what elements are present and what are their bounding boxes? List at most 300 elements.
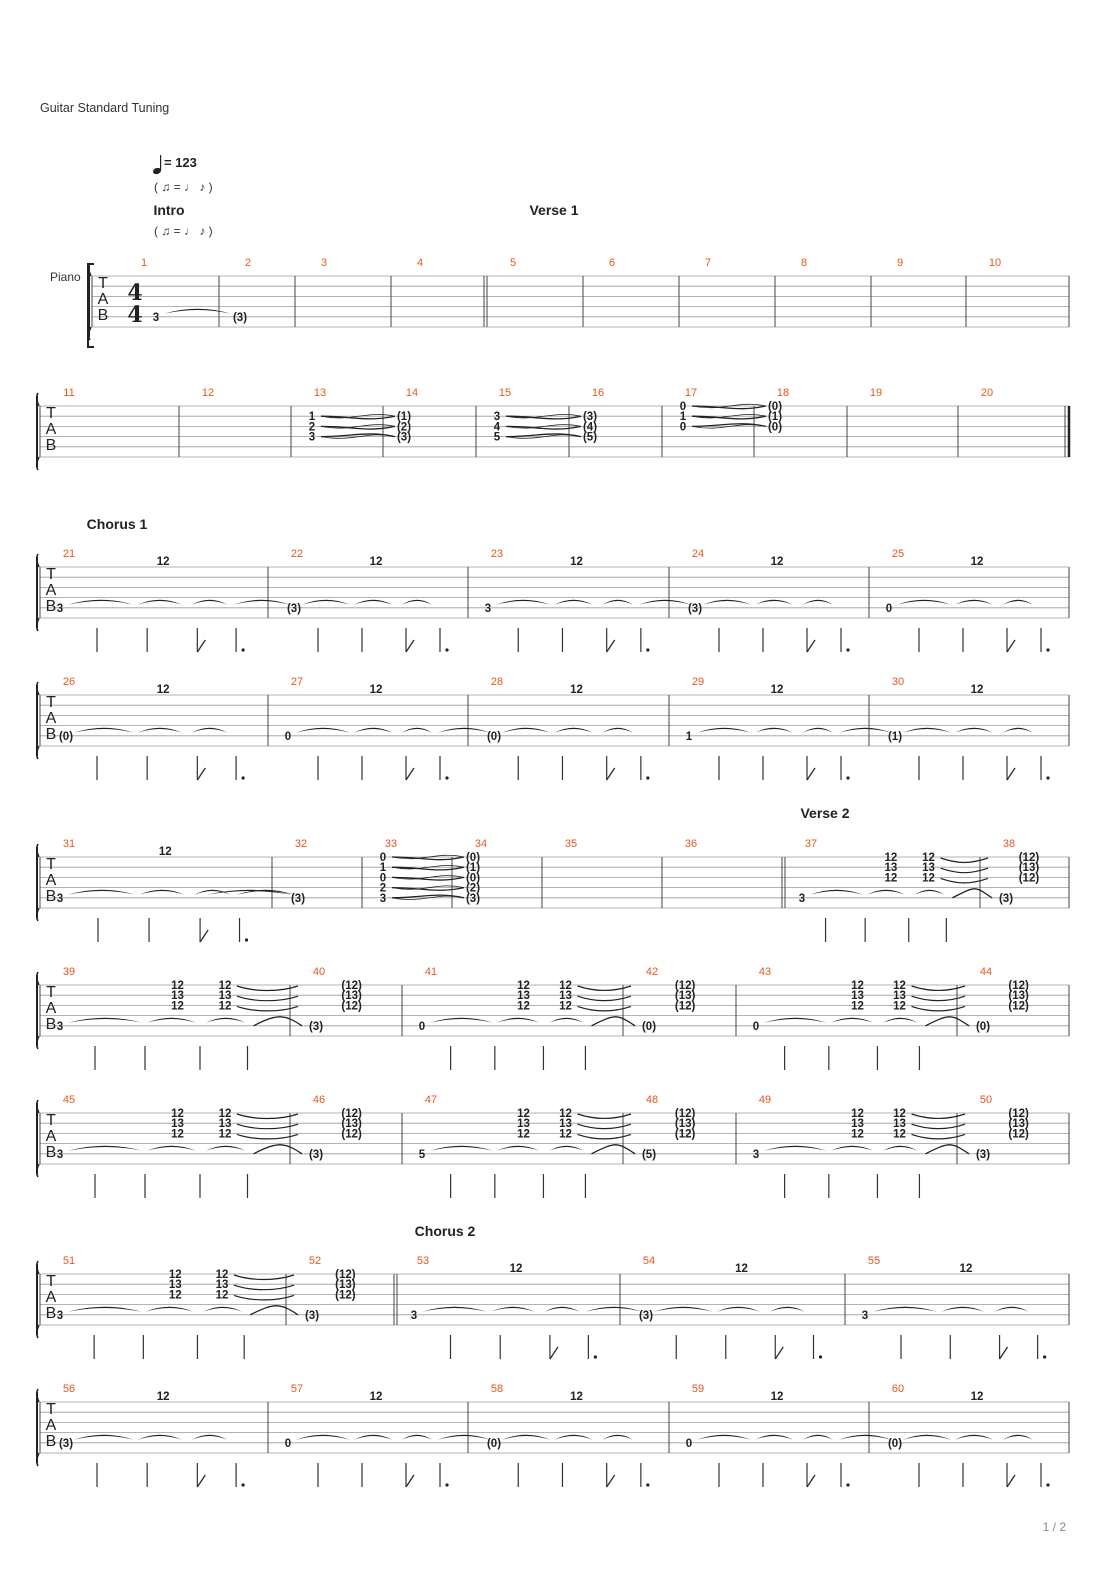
measure-14 bbox=[397, 387, 418, 444]
measure-number: 44 bbox=[979, 966, 993, 978]
dot bbox=[1046, 648, 1049, 651]
measure-number: 59 bbox=[691, 1383, 705, 1395]
measure-number: 50 bbox=[979, 1094, 993, 1106]
measure-59 bbox=[686, 1383, 891, 1487]
fret-number: 1 bbox=[379, 862, 387, 875]
bass-fret: 3 bbox=[861, 1309, 869, 1322]
tab-staff-system bbox=[37, 676, 1069, 780]
chord-fret: 12 bbox=[851, 1000, 864, 1013]
tab-staff-system bbox=[37, 548, 1069, 652]
note-flag bbox=[406, 1475, 414, 1487]
bass-fret: (0) bbox=[486, 730, 502, 743]
tie bbox=[233, 600, 290, 605]
chord-fret: (12) bbox=[341, 980, 362, 992]
tie bbox=[994, 1307, 1029, 1312]
chord-fret: (12) bbox=[1008, 1108, 1029, 1120]
bass-fret: 0 bbox=[885, 602, 893, 615]
measure-number: 11 bbox=[63, 387, 75, 399]
high-fret: 12 bbox=[369, 1391, 383, 1403]
measure-26 bbox=[59, 676, 245, 780]
measure-number: 22 bbox=[290, 548, 304, 560]
tie bbox=[883, 1146, 917, 1151]
note-flag bbox=[607, 1475, 615, 1487]
dot bbox=[241, 776, 244, 779]
bass-fret: (3) bbox=[998, 892, 1014, 905]
chord-fret: 13 bbox=[884, 862, 898, 875]
measure-5 bbox=[510, 257, 516, 269]
tie bbox=[68, 1018, 143, 1023]
tie bbox=[237, 1124, 298, 1129]
tab-staff-system bbox=[88, 257, 1069, 347]
measure-number: 47 bbox=[424, 1094, 438, 1106]
measure-23 bbox=[485, 548, 691, 652]
tie bbox=[703, 600, 751, 605]
measure-9 bbox=[897, 257, 903, 269]
note-flag bbox=[197, 1475, 205, 1487]
tie bbox=[545, 1307, 580, 1312]
chord-fret: 12 bbox=[215, 1269, 229, 1281]
tab-clef-letter: T bbox=[46, 984, 56, 1001]
chord-fret: 13 bbox=[218, 1118, 232, 1131]
bass-fret: (0) bbox=[641, 1020, 657, 1033]
chord-fret: (12) bbox=[1018, 872, 1040, 885]
measure-52 bbox=[305, 1255, 356, 1322]
note-flag bbox=[807, 1475, 815, 1487]
measure-30 bbox=[888, 676, 1050, 780]
measure-number: 46 bbox=[312, 1094, 326, 1106]
measure-58 bbox=[487, 1383, 649, 1487]
tie bbox=[810, 890, 863, 895]
tab-clef-letter: B bbox=[97, 307, 109, 324]
measure-number: 29 bbox=[691, 676, 705, 688]
bass-fret: (0) bbox=[887, 1437, 903, 1450]
measure-25 bbox=[886, 548, 1050, 652]
measure-35 bbox=[565, 838, 577, 850]
tie bbox=[603, 728, 633, 733]
chord-fret: 12 bbox=[218, 980, 232, 992]
chord-fret: (12) bbox=[674, 1108, 696, 1120]
measure-41 bbox=[419, 966, 635, 1070]
high-fret: 12 bbox=[735, 1263, 748, 1275]
tie bbox=[873, 1307, 937, 1312]
section-label-chorus-2: Chorus 2 bbox=[414, 1223, 476, 1239]
note-flag bbox=[1007, 768, 1015, 780]
tie bbox=[1003, 1435, 1033, 1440]
chord-fret: (12) bbox=[1008, 1000, 1029, 1013]
chord-fret: (13) bbox=[1008, 1118, 1029, 1131]
tie bbox=[68, 1146, 143, 1151]
measure-10 bbox=[989, 257, 1001, 269]
tie bbox=[697, 1435, 751, 1440]
section-label-intro: Intro bbox=[153, 202, 185, 218]
chord-fret: 12 bbox=[559, 980, 572, 992]
measure-number: 13 bbox=[313, 387, 327, 399]
high-fret: 12 bbox=[158, 846, 172, 858]
measure-number: 14 bbox=[405, 387, 419, 399]
fret-number: (1) bbox=[465, 862, 481, 875]
tab-clef-letter: A bbox=[45, 872, 57, 889]
measure-19 bbox=[870, 387, 882, 399]
high-fret: 12 bbox=[156, 556, 170, 568]
tab-clef-letter: B bbox=[45, 1433, 57, 1450]
tie bbox=[138, 728, 182, 733]
high-fret: 12 bbox=[959, 1263, 973, 1275]
tie bbox=[952, 889, 992, 898]
measure-2 bbox=[233, 257, 251, 324]
tab-staff-system bbox=[37, 1255, 1069, 1359]
fret-number: (2) bbox=[396, 421, 412, 434]
measure-number: 40 bbox=[312, 966, 326, 978]
measure-number: 42 bbox=[645, 966, 659, 978]
measure-number: 60 bbox=[891, 1383, 905, 1395]
tie bbox=[192, 600, 227, 605]
tie bbox=[74, 1435, 134, 1440]
measure-number: 7 bbox=[704, 257, 712, 269]
tab-clef-letter: A bbox=[45, 1000, 57, 1017]
tab-staff-system bbox=[37, 1094, 1069, 1198]
note-flag bbox=[197, 640, 205, 652]
tab-clef-letter: T bbox=[46, 405, 56, 422]
high-fret: 12 bbox=[509, 1263, 523, 1275]
tab-clef-letter: A bbox=[45, 710, 57, 727]
fret-number: 0 bbox=[679, 421, 687, 434]
high-fret: 12 bbox=[369, 556, 383, 568]
section-label-verse-1: Verse 1 bbox=[529, 202, 579, 218]
fret-number: (1) bbox=[396, 411, 412, 424]
tie bbox=[554, 728, 592, 733]
measure-number: 35 bbox=[564, 838, 578, 850]
measure-number: 55 bbox=[867, 1255, 881, 1267]
high-fret: 12 bbox=[570, 1391, 583, 1403]
tab-staff-system bbox=[37, 966, 1069, 1070]
tempo-value: = 123 bbox=[164, 155, 197, 170]
tie bbox=[803, 1435, 833, 1440]
chord-fret: 12 bbox=[893, 1000, 906, 1013]
note-flag bbox=[550, 1347, 558, 1359]
measure-number: 57 bbox=[290, 1383, 304, 1395]
fret-number: 0 bbox=[379, 852, 387, 864]
tie bbox=[955, 728, 993, 733]
measure-number: 49 bbox=[758, 1094, 772, 1106]
chord-fret: 13 bbox=[171, 1118, 184, 1131]
tie bbox=[554, 1435, 592, 1440]
tie bbox=[764, 1146, 827, 1151]
tie bbox=[497, 1146, 540, 1151]
tie bbox=[237, 986, 298, 991]
chord-fret: (13) bbox=[1008, 990, 1029, 1003]
measure-43 bbox=[753, 966, 969, 1070]
measure-number: 54 bbox=[642, 1255, 656, 1267]
bass-fret: (3) bbox=[58, 1437, 74, 1450]
dot bbox=[646, 776, 649, 779]
fret-number: (3) bbox=[396, 431, 412, 444]
chord-fret: (12) bbox=[335, 1289, 356, 1302]
measure-number: 27 bbox=[290, 676, 304, 688]
bass-fret: (1) bbox=[887, 730, 903, 743]
tie bbox=[755, 728, 793, 733]
measure-40 bbox=[309, 966, 362, 1033]
measure-number: 26 bbox=[62, 676, 76, 688]
bass-fret: (3) bbox=[638, 1309, 654, 1322]
measure-49 bbox=[753, 1094, 969, 1198]
chord-fret: 12 bbox=[517, 980, 530, 992]
chord-fret: (12) bbox=[674, 1128, 696, 1141]
bass-fret: 3 bbox=[56, 602, 64, 615]
swing-feel-1: ( ♫ = ♩ ♪ ) bbox=[154, 180, 213, 194]
bass-fret: 3 bbox=[56, 1148, 64, 1161]
note-flag bbox=[775, 1347, 783, 1359]
measure-37 bbox=[799, 838, 992, 942]
tie bbox=[234, 1285, 294, 1290]
chord-fret: 12 bbox=[559, 1000, 572, 1013]
high-fret: 12 bbox=[770, 1391, 784, 1403]
chord-fret: (12) bbox=[674, 980, 696, 992]
chord-fret: 12 bbox=[168, 1269, 182, 1281]
measure-56 bbox=[59, 1383, 245, 1487]
fret-number: (3) bbox=[232, 311, 248, 324]
bass-fret: (3) bbox=[304, 1309, 320, 1322]
time-signature-top: 4 bbox=[127, 280, 143, 306]
high-fret: 12 bbox=[770, 556, 784, 568]
bass-fret: (0) bbox=[975, 1020, 991, 1033]
measure-number: 56 bbox=[62, 1383, 76, 1395]
measure-8 bbox=[801, 257, 807, 269]
measure-15 bbox=[494, 387, 581, 444]
tab-clef-letter: B bbox=[45, 1305, 57, 1322]
tie bbox=[554, 600, 592, 605]
tab-staff-system bbox=[37, 387, 1069, 470]
note-flag bbox=[1000, 1347, 1008, 1359]
measure-21 bbox=[57, 548, 290, 652]
high-fret: 12 bbox=[970, 1391, 984, 1403]
measure-number: 36 bbox=[684, 838, 698, 850]
fret-number: (0) bbox=[767, 421, 783, 434]
measure-number: 19 bbox=[869, 387, 883, 399]
measure-44 bbox=[976, 966, 1029, 1033]
tie bbox=[903, 1435, 951, 1440]
measure-36 bbox=[685, 838, 697, 850]
dot bbox=[646, 648, 649, 651]
bass-fret: (0) bbox=[58, 730, 74, 743]
high-fret: 12 bbox=[770, 684, 784, 696]
tie bbox=[138, 1435, 182, 1440]
chord-fret: 12 bbox=[851, 980, 864, 992]
measure-55 bbox=[862, 1255, 1046, 1359]
tie bbox=[941, 858, 988, 863]
tie bbox=[138, 600, 182, 605]
measure-number: 30 bbox=[891, 676, 905, 688]
tie bbox=[430, 1018, 493, 1023]
measure-20 bbox=[981, 387, 993, 399]
tab-clef-letter: B bbox=[45, 437, 57, 454]
measure-48 bbox=[642, 1094, 696, 1161]
tie bbox=[68, 1307, 141, 1312]
section-label-verse-2: Verse 2 bbox=[800, 805, 850, 821]
measure-31 bbox=[57, 838, 294, 942]
bass-fret: (3) bbox=[687, 602, 703, 615]
fret-number: (0) bbox=[465, 872, 481, 885]
chord-fret: 12 bbox=[218, 1000, 232, 1013]
tie bbox=[296, 728, 350, 733]
tie bbox=[422, 1307, 487, 1312]
tie bbox=[586, 1307, 642, 1312]
tie bbox=[147, 1146, 196, 1151]
chord-fret: (13) bbox=[674, 1118, 696, 1131]
measure-number: 53 bbox=[416, 1255, 430, 1267]
chord-fret: 13 bbox=[559, 1118, 572, 1131]
measure-38 bbox=[999, 838, 1039, 905]
high-fret: 12 bbox=[156, 684, 170, 696]
high-fret: 12 bbox=[970, 556, 984, 568]
measure-number: 6 bbox=[608, 257, 616, 269]
chord-fret: (13) bbox=[341, 990, 362, 1003]
tie bbox=[302, 600, 350, 605]
measure-24 bbox=[688, 548, 850, 652]
measure-42 bbox=[642, 966, 696, 1033]
bass-fret: (3) bbox=[308, 1148, 324, 1161]
bass-fret: 3 bbox=[56, 892, 64, 905]
measure-number: 2 bbox=[244, 257, 252, 269]
measure-number: 58 bbox=[490, 1383, 504, 1395]
tie bbox=[502, 728, 550, 733]
swing-feel-2: ( ♫ = ♩ ♪ ) bbox=[154, 224, 213, 238]
time-signature-bottom: 4 bbox=[127, 302, 143, 328]
chord-fret: 12 bbox=[517, 1108, 530, 1120]
measure-number: 31 bbox=[62, 838, 76, 850]
dot bbox=[445, 1483, 448, 1486]
measure-number: 23 bbox=[490, 548, 504, 560]
chord-fret: 13 bbox=[559, 990, 572, 1003]
bass-fret: 1 bbox=[685, 730, 693, 743]
measure-number: 33 bbox=[384, 838, 398, 850]
dot bbox=[819, 1355, 822, 1358]
tie bbox=[68, 890, 135, 895]
bass-fret: (3) bbox=[286, 602, 302, 615]
fret-number: (2) bbox=[465, 882, 481, 895]
chord-fret: (12) bbox=[341, 1128, 362, 1141]
tab-staff-system bbox=[37, 838, 1069, 942]
note-flag bbox=[807, 768, 815, 780]
fret-number: (3) bbox=[465, 892, 481, 905]
measure-number: 45 bbox=[62, 1094, 76, 1106]
measure-39 bbox=[57, 966, 302, 1070]
measure-4 bbox=[417, 257, 423, 269]
tie bbox=[147, 1018, 196, 1023]
note-flag bbox=[807, 640, 815, 652]
tie bbox=[755, 600, 793, 605]
fret-number: 3 bbox=[308, 431, 316, 444]
measure-number: 3 bbox=[320, 257, 328, 269]
tab-clef-letter: A bbox=[97, 291, 109, 308]
chord-fret: (13) bbox=[335, 1279, 356, 1292]
tie bbox=[237, 1134, 298, 1139]
fret-number: 1 bbox=[308, 411, 316, 424]
tie bbox=[74, 728, 134, 733]
tie bbox=[206, 1018, 246, 1023]
chord-fret: 12 bbox=[168, 1289, 182, 1302]
chord-fret: 12 bbox=[218, 1128, 232, 1141]
tie bbox=[591, 1017, 635, 1026]
dot bbox=[846, 648, 849, 651]
tie bbox=[192, 1435, 227, 1440]
tie bbox=[764, 1018, 827, 1023]
tie bbox=[839, 728, 891, 733]
measure-27 bbox=[285, 676, 490, 780]
dot bbox=[846, 776, 849, 779]
chord-fret: 12 bbox=[559, 1128, 572, 1141]
tie bbox=[206, 1146, 246, 1151]
dot bbox=[241, 648, 244, 651]
measure-6 bbox=[609, 257, 615, 269]
tie bbox=[254, 1017, 303, 1026]
measure-28 bbox=[487, 676, 649, 780]
chord-fret: (12) bbox=[1008, 1128, 1029, 1141]
page-number: 1 / 2 bbox=[1042, 1520, 1066, 1534]
chord-fret: 12 bbox=[171, 980, 184, 992]
fret-number: 0 bbox=[379, 872, 387, 885]
tab-clef-letter: T bbox=[46, 1273, 56, 1290]
bass-fret: 3 bbox=[752, 1148, 760, 1161]
bass-fret: 0 bbox=[752, 1020, 760, 1033]
tie bbox=[925, 1145, 969, 1154]
chord-fret: 12 bbox=[922, 872, 935, 885]
bass-fret: 3 bbox=[798, 892, 806, 905]
fret-number: (5) bbox=[582, 431, 598, 444]
measure-50 bbox=[976, 1094, 1029, 1161]
measure-number: 32 bbox=[294, 838, 308, 850]
tie bbox=[139, 890, 184, 895]
chord-fret: (13) bbox=[1018, 862, 1040, 875]
dot bbox=[1046, 1483, 1049, 1486]
measure-34 bbox=[466, 838, 487, 905]
high-fret: 12 bbox=[570, 684, 583, 696]
chord-fret: 13 bbox=[168, 1279, 182, 1292]
bass-fret: (3) bbox=[308, 1020, 324, 1033]
fret-number: (4) bbox=[582, 421, 598, 434]
chord-fret: (12) bbox=[1008, 980, 1029, 992]
measure-1 bbox=[141, 257, 231, 324]
bass-fret: 0 bbox=[418, 1020, 426, 1033]
measure-number: 28 bbox=[490, 676, 504, 688]
measure-number: 43 bbox=[758, 966, 772, 978]
bass-fret: (3) bbox=[975, 1148, 991, 1161]
measure-57 bbox=[285, 1383, 490, 1487]
chord-fret: 12 bbox=[851, 1108, 864, 1120]
tie bbox=[925, 1017, 969, 1026]
dot bbox=[1046, 776, 1049, 779]
chord-fret: (12) bbox=[341, 1000, 362, 1013]
tie bbox=[354, 728, 392, 733]
tab-clef-letter: A bbox=[45, 582, 57, 599]
measure-number: 4 bbox=[416, 257, 424, 269]
fret-number: 2 bbox=[308, 421, 316, 434]
tab-clef-letter: T bbox=[46, 856, 56, 873]
tie bbox=[831, 1146, 874, 1151]
tie bbox=[1003, 728, 1033, 733]
tie bbox=[502, 1435, 550, 1440]
tie bbox=[438, 728, 490, 733]
tie bbox=[955, 600, 993, 605]
tie bbox=[237, 1114, 298, 1119]
bass-fret: 0 bbox=[284, 1437, 292, 1450]
measure-29 bbox=[686, 676, 891, 780]
bass-fret: (5) bbox=[641, 1148, 657, 1161]
tie bbox=[770, 1307, 805, 1312]
chord-fret: 13 bbox=[893, 1118, 906, 1131]
tie bbox=[903, 728, 951, 733]
note-flag bbox=[1007, 640, 1015, 652]
measure-number: 10 bbox=[988, 257, 1002, 269]
